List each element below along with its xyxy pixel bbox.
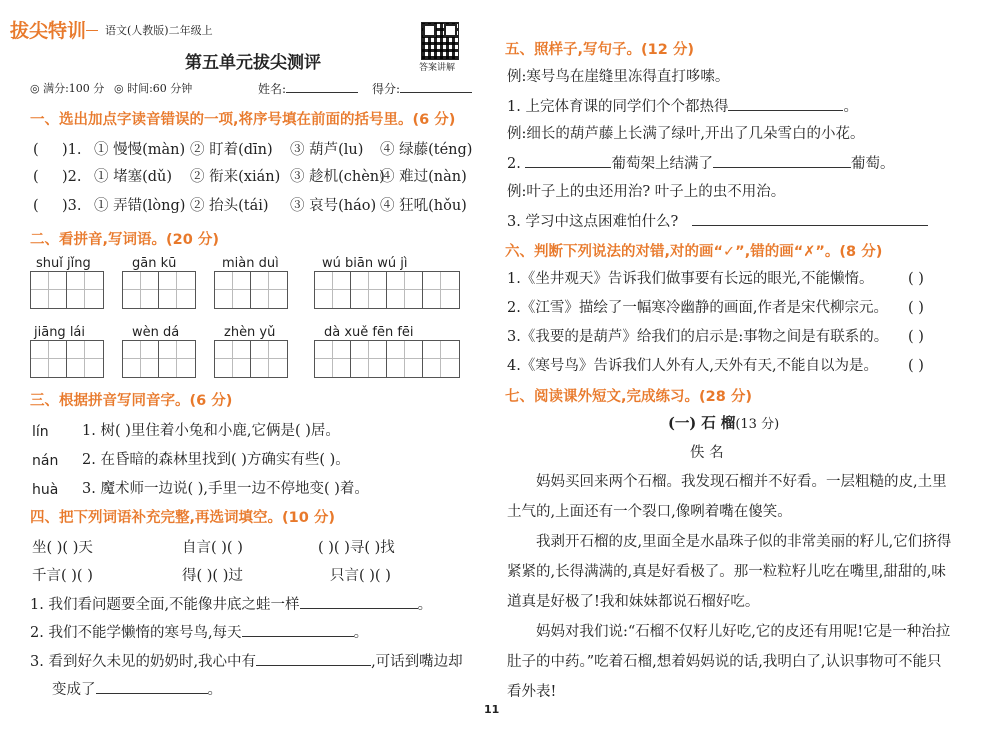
time-limit: ◎ 时间:60 分钟 <box>114 82 193 95</box>
s5-question-text: 3. 学习中这点困难怕什么? <box>507 214 679 230</box>
name-label: 姓名: <box>258 82 287 96</box>
s1-option: ④ 绿藤(téng) <box>380 142 473 158</box>
section-3-heading: 三、根据拼音写同音字。(6 分) <box>30 393 233 409</box>
s1-option: ② 抬头(tái) <box>190 198 269 214</box>
pinyin-label: zhèn yǔ <box>224 325 276 340</box>
s6-statement: 2.《江雪》描绘了一幅寒冷幽静的画面,作者是宋代柳宗元。 <box>507 300 888 316</box>
s4-question-text: 3. 看到好久未见的奶奶时,我心中有 <box>30 654 257 670</box>
header-rule <box>86 30 98 31</box>
passage-paragraph: 我剥开石榴的皮,里面全是水晶珠子似的非常美丽的籽儿,它们挤得紧紧的,长得满满的,真是好看极了。那一粒粒籽儿吃在嘴里,甜甜的,味道真是好极了!我和妹妹都说石榴好吃。 <box>507 534 952 610</box>
pinyin-label: shuǐ jǐng <box>36 256 91 271</box>
s6-answer-paren[interactable]: ( ) <box>908 329 924 345</box>
name-field[interactable] <box>258 78 358 97</box>
pinyin-label: wèn dá <box>132 325 180 340</box>
writing-grid[interactable] <box>214 340 288 378</box>
qr-code[interactable] <box>421 22 459 60</box>
s1-paren[interactable]: ( <box>33 198 39 214</box>
s3-pinyin: nán <box>32 453 59 469</box>
passage-paragraph: 妈妈对我们说:“石榴不仅籽儿好吃,它的皮还有用呢!它是一种治拉肚子的中药。”吃着石榴,想着妈妈说的话,我明白了,认识事物可不能只看外表! <box>507 624 951 700</box>
idiom-blank[interactable]: 得( )( )过 <box>182 568 243 584</box>
s3-question[interactable]: 2. 在昏暗的森林里找到( )方确实有些( )。 <box>82 452 350 468</box>
s4-question[interactable]: 变成了 。 <box>52 679 222 700</box>
s1-option: ③ 葫芦(lu) <box>290 142 364 158</box>
s1-paren[interactable]: ( <box>33 169 39 185</box>
s4-question-text: 1. 我们看问题要全面,不能像井底之蛙一样 <box>30 597 300 613</box>
subject-label: 语文(人教版)二年级上 <box>105 24 213 37</box>
section-4-heading: 四、把下列词语补充完整,再选词填空。(10 分) <box>30 510 335 526</box>
pinyin-label: miàn duì <box>222 256 279 271</box>
section-5-heading: 五、照样子,写句子。(12 分) <box>505 42 694 58</box>
s1-option: ② 盯着(dīn) <box>190 142 273 158</box>
s4-question[interactable]: 2. 我们不能学懒惰的寒号鸟,每天 。 <box>30 622 368 643</box>
qr-caption: 答案讲解 <box>419 63 456 73</box>
s4-question[interactable]: 1. 我们看问题要全面,不能像井底之蛙一样 。 <box>30 594 432 615</box>
s1-option: ② 衔来(xián) <box>190 169 281 185</box>
page-number: 11 <box>484 703 500 716</box>
s5-question-text: 葡萄架上结满了 <box>611 156 713 172</box>
s6-answer-paren[interactable]: ( ) <box>908 271 924 287</box>
idiom-blank[interactable]: 坐( )( )天 <box>32 540 93 556</box>
s4-question[interactable]: 3. 看到好久未见的奶奶时,我心中有 ,可话到嘴边却 <box>30 651 463 672</box>
s1-option: ③ 趁机(chèn) <box>290 169 385 185</box>
s1-num: )1. <box>62 142 82 158</box>
s3-pinyin: huà <box>32 482 59 498</box>
passage-title: (一) 石 榴(13 分) <box>668 415 780 432</box>
s5-example: 例:叶子上的虫还用治? 叶子上的虫不用治。 <box>507 184 786 200</box>
idiom-blank[interactable]: ( )( )寻( )找 <box>318 540 395 556</box>
s5-question[interactable]: 1. 上完体育课的同学们个个都热得 。 <box>507 96 858 117</box>
passage-author: 佚 名 <box>690 445 724 461</box>
s6-statement: 3.《我要的是葫芦》给我们的启示是:事物之间是有联系的。 <box>507 329 889 345</box>
s1-num: )2. <box>62 169 82 185</box>
s6-statement: 1.《坐井观天》告诉我们做事要有长远的眼光,不能懒惰。 <box>507 271 874 287</box>
s5-question[interactable]: 2. 葡萄架上结满了 葡萄。 <box>507 153 894 174</box>
writing-grid[interactable] <box>122 271 196 309</box>
score-total: ◎ 满分:100 分 <box>30 82 105 95</box>
s3-question[interactable]: 3. 魔术师一边说( ),手里一边不停地变( )着。 <box>82 481 369 497</box>
pinyin-label: wú biān wú jì <box>322 256 408 271</box>
s6-answer-paren[interactable]: ( ) <box>908 358 924 374</box>
s5-question-text: 1. 上完体育课的同学们个个都热得 <box>507 99 729 115</box>
s5-example: 例:寒号鸟在崖缝里冻得直打哆嗦。 <box>507 69 730 85</box>
s4-question-text: 2. 我们不能学懒惰的寒号鸟,每天 <box>30 625 242 641</box>
idiom-blank[interactable]: 自言( )( ) <box>182 540 243 556</box>
s4-question-text: 变成了 <box>52 682 96 698</box>
pinyin-label: jiāng lái <box>34 325 86 340</box>
idiom-blank[interactable]: 千言( )( ) <box>32 568 93 584</box>
score-label: 得分: <box>372 82 401 96</box>
s5-question[interactable] <box>507 211 928 232</box>
passage-paragraph: 妈妈买回来两个石榴。我发现石榴并不好看。一层粗糙的皮,土里土气的,上面还有一个裂口,像咧着嘴在傻笑。 <box>507 474 947 520</box>
writing-grid[interactable] <box>122 340 196 378</box>
s1-option: ④ 狂吼(hǒu) <box>380 198 467 214</box>
s1-option: ① 慢慢(màn) <box>94 142 186 158</box>
writing-grid[interactable] <box>314 271 460 309</box>
s1-option: ① 弄错(lòng) <box>94 198 186 214</box>
s1-option: ① 堵塞(dǔ) <box>94 169 173 185</box>
brand-logo: 拔尖特训 <box>10 20 87 42</box>
s1-option: ③ 哀号(háo) <box>290 198 377 214</box>
section-7-heading: 七、阅读课外短文,完成练习。(28 分) <box>505 389 752 405</box>
section-6-heading: 六、判断下列说法的对错,对的画“✓”,错的画“✗”。(8 分) <box>505 244 883 260</box>
score-field[interactable] <box>372 78 472 97</box>
s6-statement: 4.《寒号鸟》告诉我们人外有人,天外有天,不能自以为是。 <box>507 358 879 374</box>
s3-question[interactable]: 1. 树( )里住着小兔和小鹿,它俩是( )居。 <box>82 423 340 439</box>
page-title: 第五单元拔尖测评 <box>185 53 321 73</box>
writing-grid[interactable] <box>314 340 460 378</box>
s1-num: )3. <box>62 198 82 214</box>
pinyin-label: gān kū <box>132 256 177 271</box>
section-1-heading: 一、选出加点字读音错误的一项,将序号填在前面的括号里。(6 分) <box>30 112 456 128</box>
s3-pinyin: lín <box>32 424 49 440</box>
s6-answer-paren[interactable]: ( ) <box>908 300 924 316</box>
writing-grid[interactable] <box>30 271 104 309</box>
writing-grid[interactable] <box>214 271 288 309</box>
s1-paren[interactable]: ( <box>33 142 39 158</box>
s1-option: ④ 难过(nàn) <box>380 169 467 185</box>
section-2-heading: 二、看拼音,写词语。(20 分) <box>30 232 219 248</box>
writing-grid[interactable] <box>30 340 104 378</box>
idiom-blank[interactable]: 只言( )( ) <box>330 568 391 584</box>
s5-example: 例:细长的葫芦藤上长满了绿叶,开出了几朵雪白的小花。 <box>507 126 865 142</box>
pinyin-label: dà xuě fēn fēi <box>324 325 414 340</box>
